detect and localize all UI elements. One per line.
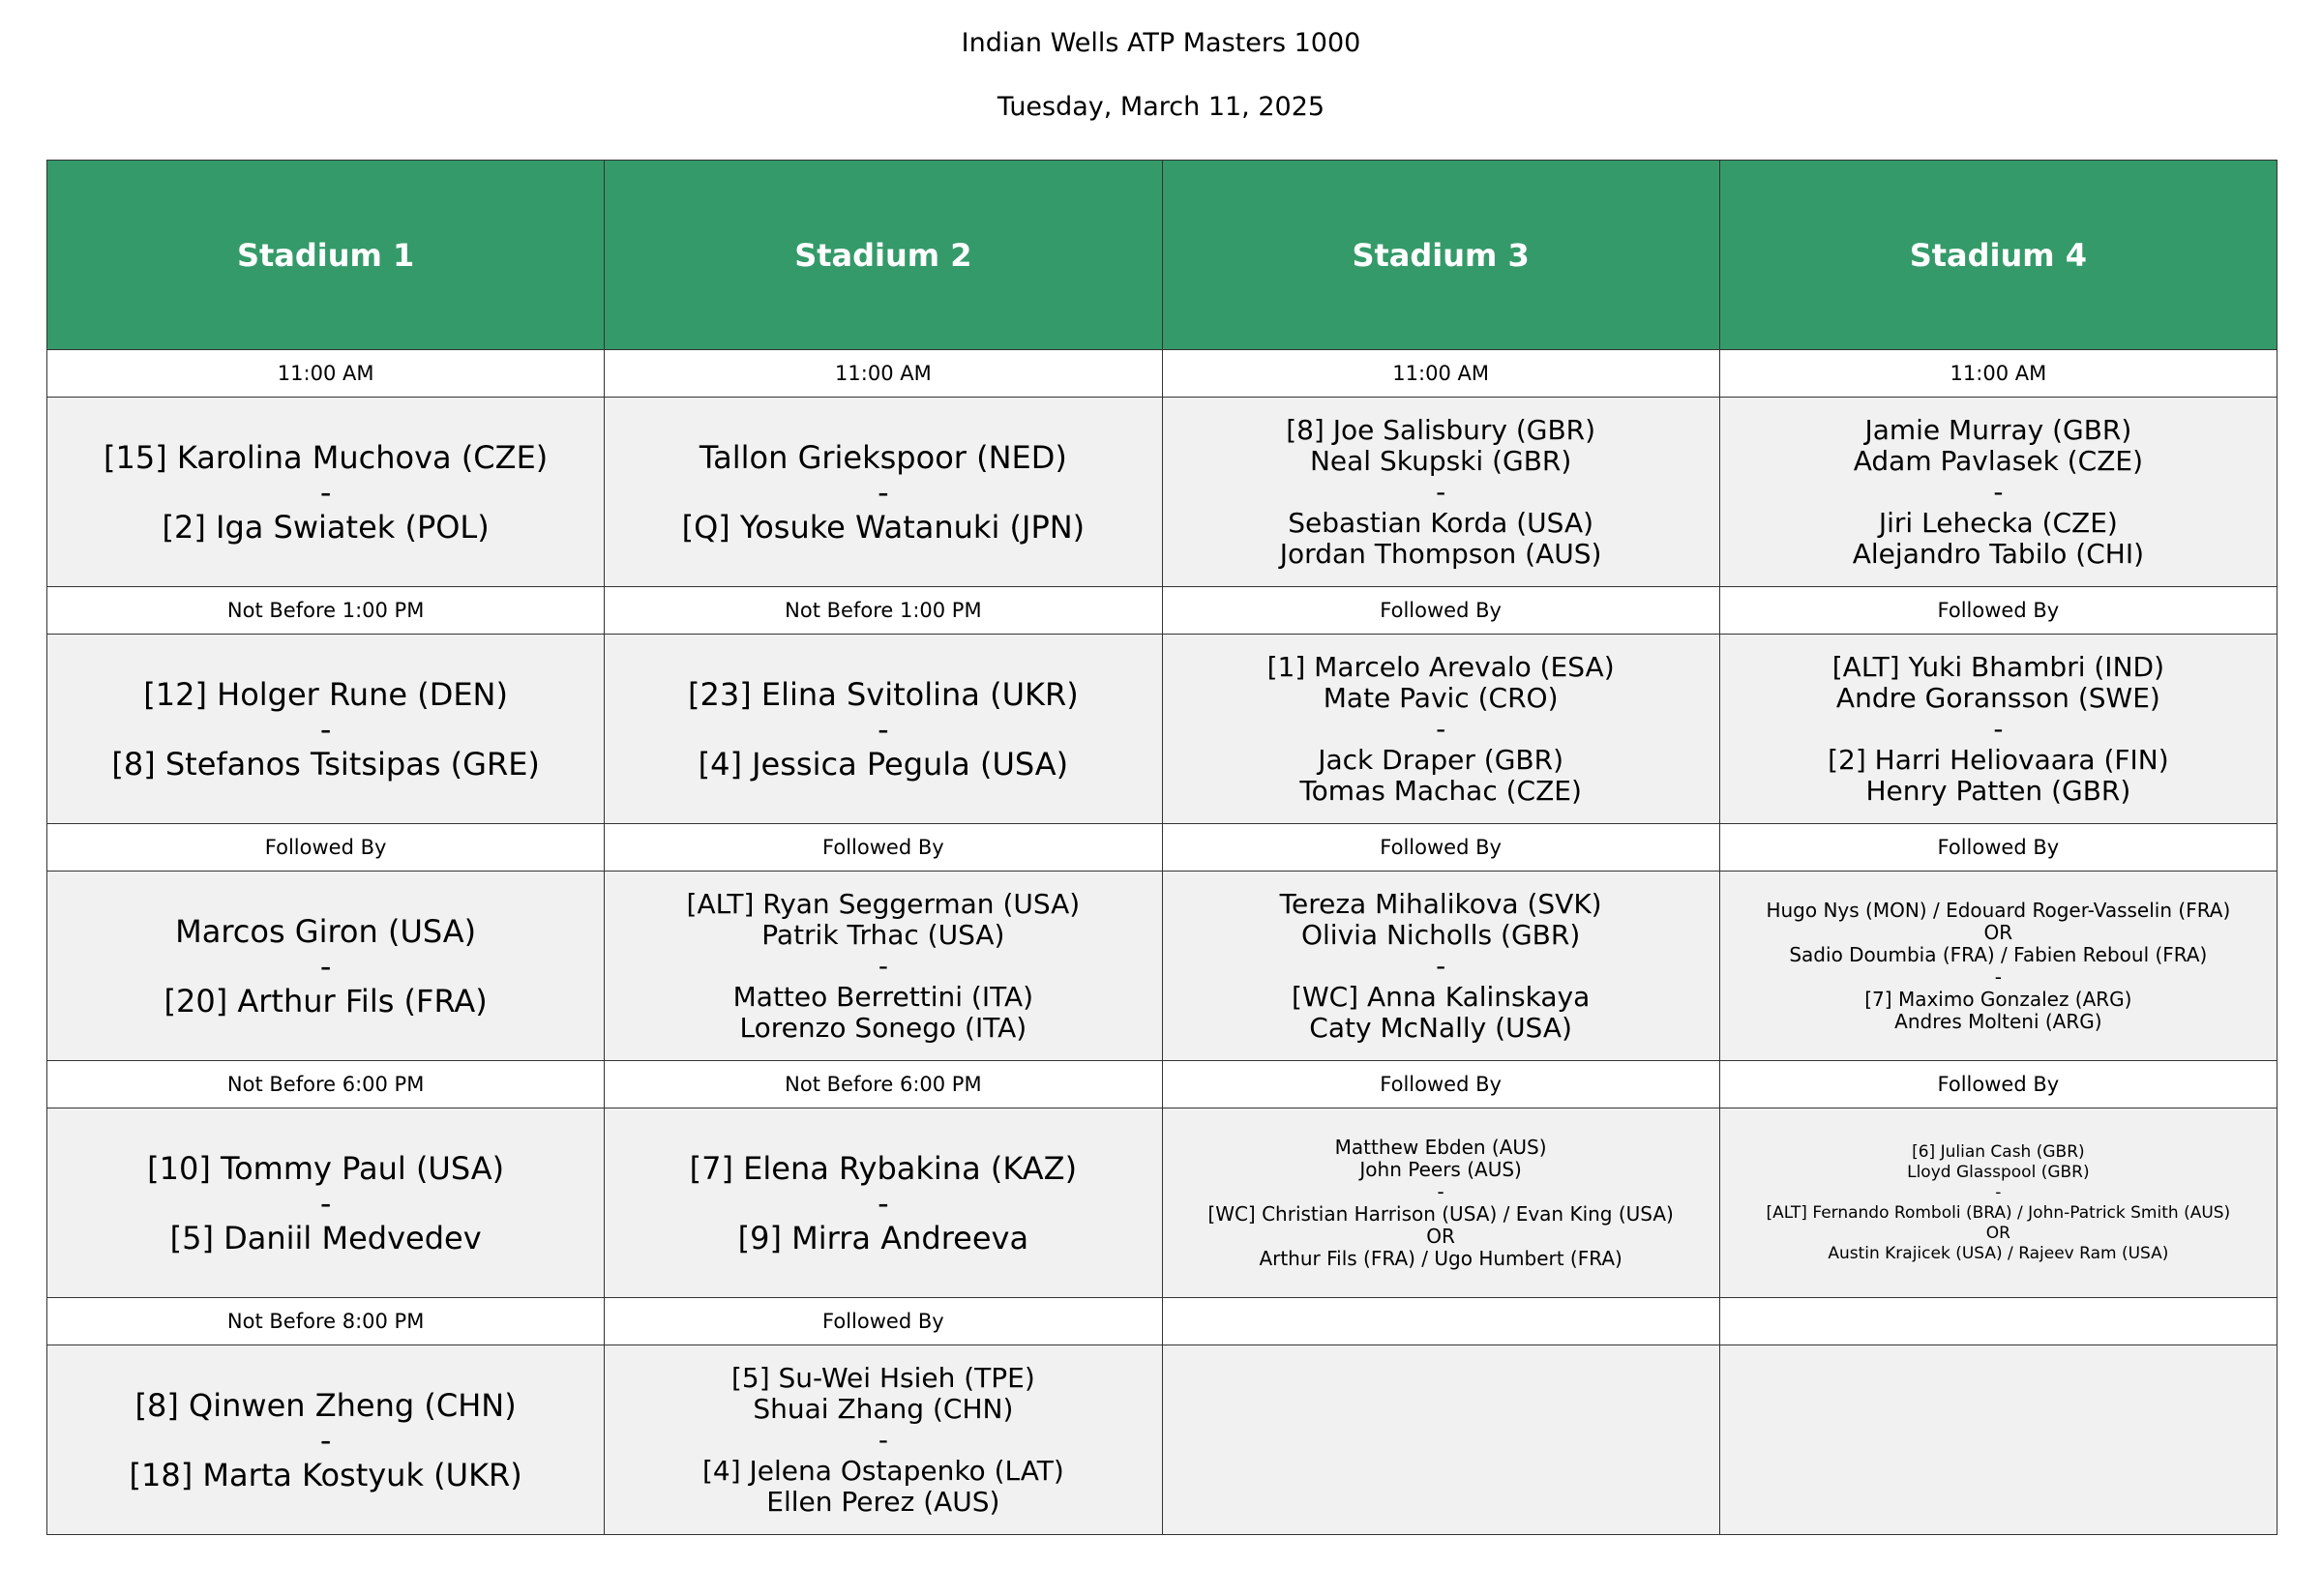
player-line: [Q] Yosuke Watanuki (JPN) xyxy=(681,508,1086,546)
player-line: [ALT] Yuki Bhambri (IND) xyxy=(1831,650,2164,683)
versus-separator: - xyxy=(878,1184,889,1222)
player-line: [12] Holger Rune (DEN) xyxy=(143,675,508,713)
player-line: [20] Arthur Fils (FRA) xyxy=(164,982,488,1020)
versus-separator: - xyxy=(1436,475,1446,508)
slot-time: Not Before 8:00 PM xyxy=(47,1298,605,1345)
match-cell xyxy=(605,1345,1162,1535)
slot-time: Followed By xyxy=(1720,1061,2277,1108)
player-line: [ALT] Fernando Romboli (BRA) / John-Patrick Smith (AUS) xyxy=(1766,1202,2231,1223)
court-header-4: Stadium 4 xyxy=(1720,161,2277,350)
slot-time: Not Before 1:00 PM xyxy=(47,587,605,635)
player-line: [ALT] Ryan Seggerman (USA) xyxy=(686,887,1081,920)
player-line: [15] Karolina Muchova (CZE) xyxy=(103,438,549,476)
court-header-1: Stadium 1 xyxy=(47,161,605,350)
match-cell xyxy=(605,872,1162,1061)
or-separator: OR xyxy=(1426,1224,1455,1248)
versus-separator: - xyxy=(1995,1182,2002,1202)
match-cell xyxy=(605,1108,1162,1298)
player-line: [8] Joe Salisbury (GBR) xyxy=(1286,413,1596,446)
player-line: [7] Elena Rybakina (KAZ) xyxy=(689,1149,1078,1187)
versus-separator: - xyxy=(878,949,888,982)
player-line: Ellen Perez (AUS) xyxy=(766,1485,1000,1518)
slot-time: 11:00 AM xyxy=(47,350,605,398)
versus-separator: - xyxy=(1436,712,1446,745)
player-line: Matteo Berrettini (ITA) xyxy=(732,980,1034,1013)
player-line: Mate Pavic (CRO) xyxy=(1323,681,1559,714)
slot-time xyxy=(1720,1298,2277,1345)
match-cell xyxy=(47,1345,605,1535)
versus-separator: - xyxy=(878,1423,888,1456)
slot-time: 11:00 AM xyxy=(1163,350,1720,398)
player-line: Jiri Lehecka (CZE) xyxy=(1878,506,2118,539)
match-cell xyxy=(47,872,605,1061)
slot-time: Followed By xyxy=(1163,824,1720,872)
player-line: [23] Elina Svitolina (UKR) xyxy=(688,675,1079,713)
versus-separator: - xyxy=(1993,712,2004,745)
match-cell xyxy=(605,398,1162,587)
player-line: Marcos Giron (USA) xyxy=(175,912,477,950)
slot-time xyxy=(1163,1298,1720,1345)
match-cell xyxy=(1720,1345,2277,1535)
match-cell xyxy=(1720,1108,2277,1298)
player-line: [8] Stefanos Tsitsipas (GRE) xyxy=(111,745,540,783)
player-line: Patrik Trhac (USA) xyxy=(761,918,1005,951)
player-line: Olivia Nicholls (GBR) xyxy=(1300,918,1581,951)
player-line: [1] Marcelo Arevalo (ESA) xyxy=(1266,650,1615,683)
player-line: [WC] Anna Kalinskaya xyxy=(1292,980,1591,1013)
slot-time: Not Before 6:00 PM xyxy=(47,1061,605,1108)
versus-separator: - xyxy=(319,710,332,748)
player-line: Shuai Zhang (CHN) xyxy=(753,1392,1014,1425)
player-line: [5] Su-Wei Hsieh (TPE) xyxy=(730,1361,1035,1394)
versus-separator: - xyxy=(878,473,889,511)
player-line: Tereza Mihalikova (SVK) xyxy=(1279,887,1602,920)
slot-time: Followed By xyxy=(605,1298,1162,1345)
player-line: [6] Julian Cash (GBR) xyxy=(1912,1141,2085,1162)
player-line: [4] Jelena Ostapenko (LAT) xyxy=(701,1454,1064,1487)
player-line: [4] Jessica Pegula (USA) xyxy=(698,745,1069,783)
player-line: Tallon Griekspoor (NED) xyxy=(699,438,1067,476)
player-line: [10] Tommy Paul (USA) xyxy=(147,1149,505,1187)
match-cell xyxy=(47,1108,605,1298)
versus-separator: - xyxy=(1436,949,1446,982)
versus-separator: - xyxy=(1994,964,2002,989)
match-cell xyxy=(1163,398,1720,587)
player-line: Andres Molteni (ARG) xyxy=(1894,1009,2102,1033)
versus-separator: - xyxy=(1993,475,2004,508)
player-line: Arthur Fils (FRA) / Ugo Humbert (FRA) xyxy=(1259,1246,1622,1270)
versus-separator: - xyxy=(1437,1179,1444,1203)
player-line: Tomas Machac (CZE) xyxy=(1299,774,1582,807)
schedule-date: Tuesday, March 11, 2025 xyxy=(997,92,1325,122)
player-line: [2] Harri Heliovaara (FIN) xyxy=(1828,743,2169,776)
versus-separator: - xyxy=(878,710,889,748)
versus-separator: - xyxy=(319,1184,332,1222)
player-line: Lloyd Glasspool (GBR) xyxy=(1907,1162,2090,1182)
or-separator: OR xyxy=(1985,1223,2010,1243)
versus-separator: - xyxy=(319,473,332,511)
match-cell xyxy=(1163,1108,1720,1298)
match-cell xyxy=(1163,635,1720,824)
versus-separator: - xyxy=(319,947,332,985)
player-line: Jamie Murray (GBR) xyxy=(1864,413,2132,446)
player-line: [5] Daniil Medvedev xyxy=(169,1219,482,1256)
match-cell xyxy=(1163,1345,1720,1535)
player-line: Hugo Nys (MON) / Edouard Roger-Vasselin (FRA) xyxy=(1766,898,2231,922)
player-line: Andre Goransson (SWE) xyxy=(1835,681,2160,714)
slot-time: Followed By xyxy=(1720,587,2277,635)
player-line: [8] Qinwen Zheng (CHN) xyxy=(134,1386,517,1424)
player-line: Caty McNally (USA) xyxy=(1309,1011,1572,1044)
player-line: [2] Iga Swiatek (POL) xyxy=(162,508,490,546)
slot-time: 11:00 AM xyxy=(605,350,1162,398)
player-line: John Peers (AUS) xyxy=(1359,1157,1522,1181)
player-line: [7] Maximo Gonzalez (ARG) xyxy=(1864,987,2132,1011)
slot-time: Followed By xyxy=(1163,1061,1720,1108)
match-cell xyxy=(1720,398,2277,587)
order-of-play-table xyxy=(46,160,2277,1535)
player-line: Henry Patten (GBR) xyxy=(1865,774,2131,807)
court-header-3: Stadium 3 xyxy=(1163,161,1720,350)
match-cell xyxy=(1720,635,2277,824)
player-line: Neal Skupski (GBR) xyxy=(1309,444,1572,477)
match-cell xyxy=(1163,872,1720,1061)
player-line: Jack Draper (GBR) xyxy=(1318,743,1564,776)
match-cell xyxy=(605,635,1162,824)
slot-time: Followed By xyxy=(1720,824,2277,872)
player-line: Sebastian Korda (USA) xyxy=(1288,506,1594,539)
player-line: [18] Marta Kostyuk (UKR) xyxy=(129,1456,522,1493)
slot-time: Not Before 6:00 PM xyxy=(605,1061,1162,1108)
slot-time: Followed By xyxy=(1163,587,1720,635)
player-line: [9] Mirra Andreeva xyxy=(737,1219,1029,1256)
court-header-2: Stadium 2 xyxy=(605,161,1162,350)
player-line: Sadio Doumbia (FRA) / Fabien Reboul (FRA) xyxy=(1789,942,2208,966)
player-line: Matthew Ebden (AUS) xyxy=(1334,1135,1547,1159)
slot-time: 11:00 AM xyxy=(1720,350,2277,398)
player-line: Austin Krajicek (USA) / Rajeev Ram (USA) xyxy=(1828,1243,2169,1263)
slot-time: Followed By xyxy=(47,824,605,872)
slot-time: Not Before 1:00 PM xyxy=(605,587,1162,635)
player-line: [WC] Christian Harrison (USA) / Evan King (USA) xyxy=(1207,1201,1674,1226)
player-line: Adam Pavlasek (CZE) xyxy=(1853,444,2143,477)
match-cell xyxy=(47,398,605,587)
slot-time: Followed By xyxy=(605,824,1162,872)
versus-separator: - xyxy=(319,1421,332,1459)
player-line: Alejandro Tabilo (CHI) xyxy=(1852,537,2144,570)
match-cell xyxy=(47,635,605,824)
match-cell xyxy=(1720,872,2277,1061)
or-separator: OR xyxy=(1983,920,2013,944)
page-title: Indian Wells ATP Masters 1000 xyxy=(961,28,1361,58)
player-line: Jordan Thompson (AUS) xyxy=(1279,537,1602,570)
player-line: Lorenzo Sonego (ITA) xyxy=(739,1011,1027,1044)
